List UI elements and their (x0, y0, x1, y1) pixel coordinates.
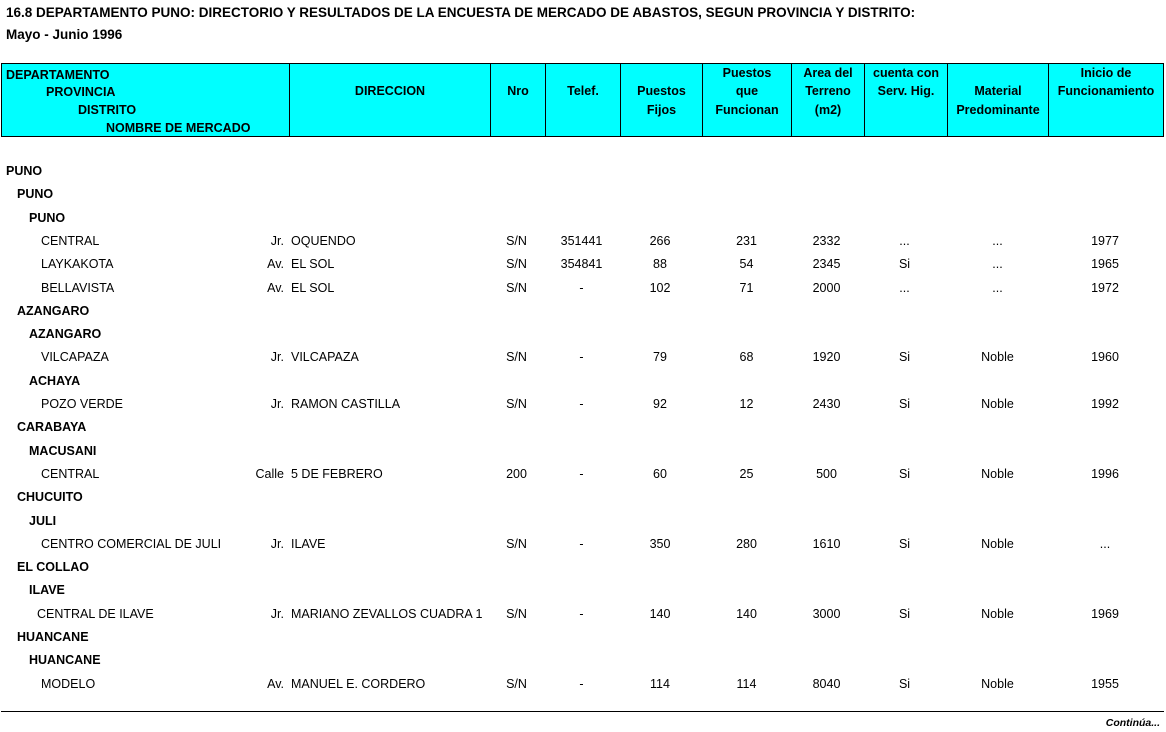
header-puestos-fijos-l1: Puestos (637, 84, 686, 98)
cell-street: OQUENDO (291, 233, 356, 248)
cell-puestos-fijos: 102 (649, 280, 671, 295)
table-row (0, 465, 1166, 485)
dist-label: HUANCANE (29, 653, 101, 668)
header-distrito: DISTRITO (78, 103, 137, 117)
header-area (792, 64, 865, 136)
dist-label: ILAVE (29, 583, 65, 598)
cell-area: 2000 (812, 280, 841, 295)
cell-area: 3000 (812, 606, 841, 621)
provincia-row (0, 302, 1166, 322)
cell-telef: 351441 (560, 233, 603, 248)
continua-note: Continúa... (1105, 717, 1160, 729)
dist-label: ACHAYA (29, 373, 81, 388)
provincia-row (0, 628, 1166, 648)
cell-via: Jr. (270, 397, 284, 411)
cell-via: Av. (267, 676, 284, 691)
header-nro (491, 64, 546, 136)
cell-inicio: 1977 (1091, 233, 1119, 248)
header-area-l1: Area del (803, 66, 853, 80)
cell-via: Calle (255, 466, 284, 481)
header-provincia: PROVINCIA (46, 85, 116, 99)
cell-area: 1920 (812, 350, 841, 365)
cell-market-name: CENTRAL DE ILAVE (37, 606, 154, 621)
cell-puestos-funcionan: 140 (736, 606, 757, 621)
distrito-row (0, 512, 1166, 532)
header-material-l2: Predominante (956, 103, 1040, 117)
cell-inicio: 1960 (1091, 350, 1119, 365)
page-title: 16.8 DEPARTAMENTO PUNO: DIRECTORIO Y RESULTADOS DE LA ENCUESTA DE MERCADO DE ABASTOS, SEGUN PROVINCIA Y DISTRITO: (6, 5, 916, 20)
cell-area: 8040 (812, 676, 841, 691)
cell-street: 5 DE FEBRERO (291, 466, 383, 481)
cell-telef: - (579, 536, 584, 551)
cell-puestos-fijos: 92 (653, 397, 667, 411)
cell-telef: - (579, 466, 584, 481)
distrito-row (0, 372, 1166, 392)
header-serv-hig (865, 64, 948, 136)
cell-street: VILCAPAZA (291, 350, 359, 365)
cell-puestos-funcionan: 68 (739, 350, 754, 365)
cell-market-name: BELLAVISTA (41, 280, 115, 295)
cell-via: Jr. (270, 606, 284, 621)
cell-nro: S/N (506, 280, 527, 295)
prov-label: AZANGARO (17, 303, 90, 318)
header-puestos-funcionan-l3: Funcionan (715, 103, 779, 117)
cell-market-name: CENTRAL (41, 233, 100, 248)
cell-puestos-fijos: 266 (649, 233, 671, 248)
cell-material: ... (992, 280, 1003, 295)
cell-inicio: ... (1099, 536, 1111, 551)
cell-nro: S/N (506, 350, 527, 365)
dist-label: PUNO (29, 210, 66, 225)
header-inicio-l2: Funcionamiento (1057, 84, 1155, 98)
cell-nro: S/N (506, 233, 527, 248)
cell-inicio: 1992 (1091, 397, 1119, 411)
header-area-l2: Terreno (805, 84, 851, 98)
provincia-row (0, 558, 1166, 578)
cell-material: Noble (981, 350, 1014, 365)
cell-puestos-fijos: 140 (649, 606, 671, 621)
cell-street: MANUEL E. CORDERO (291, 676, 426, 691)
cell-nro: S/N (506, 397, 527, 411)
table-row (0, 255, 1166, 275)
cell-serv-hig: Si (898, 676, 911, 691)
table-row (0, 605, 1166, 625)
table-header (1, 63, 1164, 137)
cell-market-name: LAYKAKOTA (41, 257, 114, 272)
cell-via: Av. (267, 280, 284, 295)
cell-nro: S/N (506, 676, 527, 691)
cell-puestos-funcionan: 231 (736, 233, 757, 248)
cell-puestos-funcionan: 114 (736, 676, 757, 691)
table-row (0, 675, 1166, 695)
cell-telef: - (579, 676, 584, 691)
cell-inicio: 1965 (1091, 257, 1119, 272)
departamento-row (0, 162, 1166, 182)
cell-street: MARIANO ZEVALLOS CUADRA 1 (291, 606, 483, 621)
provincia-row (0, 488, 1166, 508)
header-nombre-mercado: NOMBRE DE MERCADO (106, 121, 251, 135)
cell-serv-hig: Si (898, 536, 911, 551)
cell-material: Noble (981, 676, 1014, 691)
cell-telef: - (579, 280, 584, 295)
cell-street: EL SOL (291, 257, 335, 272)
cell-market-name: POZO VERDE (41, 397, 123, 411)
cell-inicio: 1955 (1091, 676, 1119, 691)
cell-area: 1610 (812, 536, 841, 551)
cell-puestos-funcionan: 54 (739, 257, 754, 272)
header-puestos-funcionan (703, 64, 792, 136)
cell-inicio: 1996 (1091, 466, 1119, 481)
cell-material: ... (992, 233, 1003, 248)
cell-serv-hig: ... (899, 233, 910, 248)
cell-serv-hig: Si (898, 466, 911, 481)
header-telef (546, 64, 621, 136)
dist-label: MACUSANI (29, 443, 97, 458)
cell-puestos-fijos: 60 (653, 466, 667, 481)
header-puestos-funcionan-l1: Puestos (722, 66, 772, 80)
header-puestos-funcionan-l2: que (735, 84, 759, 98)
header-direccion-label: DIRECCION (354, 84, 426, 98)
cell-market-name: MODELO (41, 676, 96, 691)
distrito-row (0, 442, 1166, 462)
cell-nro: S/N (506, 606, 527, 621)
header-serv-hig-l1: cuenta con (873, 66, 939, 80)
cell-serv-hig: Si (898, 606, 911, 621)
table-row (0, 348, 1166, 368)
cell-via: Jr. (270, 233, 284, 248)
cell-puestos-fijos: 79 (653, 350, 667, 365)
cell-market-name: VILCAPAZA (41, 350, 109, 365)
prov-label: HUANCANE (17, 630, 89, 644)
distrito-row (0, 651, 1166, 671)
header-departamento: DEPARTAMENTO (6, 68, 110, 82)
cell-serv-hig: Si (898, 397, 911, 411)
prov-label: EL COLLAO (17, 560, 89, 575)
cell-material: ... (992, 257, 1003, 272)
header-direccion (290, 64, 491, 136)
header-location (2, 64, 290, 136)
cell-via: Av. (267, 257, 284, 272)
bottom-rule (1, 711, 1164, 712)
cell-puestos-funcionan: 12 (739, 397, 754, 411)
header-puestos-fijos (621, 64, 703, 136)
cell-market-name: CENTRO COMERCIAL DE JULI (41, 536, 222, 551)
cell-via: Jr. (270, 350, 284, 365)
cell-inicio: 1972 (1091, 280, 1119, 295)
cell-street: EL SOL (291, 280, 335, 295)
cell-material: Noble (981, 466, 1014, 481)
cell-puestos-fijos: 114 (650, 676, 670, 691)
cell-area: 2345 (812, 257, 841, 272)
provincia-row (0, 418, 1166, 438)
cell-area: 500 (816, 466, 837, 481)
cell-street: ILAVE (291, 536, 326, 551)
cell-puestos-fijos: 88 (653, 257, 667, 272)
header-puestos-fijos-l2: Fijos (646, 103, 677, 117)
header-serv-hig-l2: Serv. Hig. (877, 84, 935, 98)
header-material-l1: Material (974, 84, 1022, 98)
header-inicio-l1: Inicio de (1080, 66, 1132, 80)
cell-material: Noble (981, 606, 1014, 621)
header-material (948, 64, 1049, 136)
distrito-row (0, 325, 1166, 345)
distrito-row (0, 581, 1166, 601)
prov-label: PUNO (17, 187, 54, 202)
cell-telef: - (579, 397, 584, 411)
cell-nro: 200 (506, 466, 527, 481)
cell-area: 2332 (812, 233, 841, 248)
cell-serv-hig: Si (898, 350, 911, 365)
cell-puestos-fijos: 350 (649, 536, 671, 551)
cell-telef: 354841 (560, 257, 603, 272)
cell-inicio: 1969 (1091, 606, 1119, 621)
cell-nro: S/N (506, 536, 527, 551)
cell-puestos-funcionan: 280 (736, 536, 757, 551)
header-area-l3: (m2) (814, 103, 842, 117)
cell-via: Jr. (270, 536, 284, 551)
cell-material: Noble (981, 536, 1014, 551)
cell-serv-hig: ... (899, 280, 910, 295)
header-telef-label: Telef. (567, 84, 599, 98)
table-row (0, 395, 1166, 415)
table-row (0, 535, 1166, 555)
cell-market-name: CENTRAL (41, 466, 100, 481)
cell-nro: S/N (506, 257, 527, 272)
cell-puestos-funcionan: 25 (739, 466, 754, 481)
header-inicio (1049, 64, 1163, 136)
dept-label: PUNO (6, 164, 43, 178)
dist-label: JULI (29, 513, 57, 528)
dist-label: AZANGARO (29, 327, 102, 342)
cell-telef: - (579, 606, 584, 621)
prov-label: CARABAYA (17, 420, 87, 435)
distrito-row (0, 209, 1166, 229)
table-row (0, 279, 1166, 299)
prov-label: CHUCUITO (17, 490, 83, 505)
cell-telef: - (579, 350, 584, 365)
table-row (0, 232, 1166, 252)
cell-street: RAMON CASTILLA (291, 397, 401, 411)
cell-puestos-funcionan: 71 (739, 280, 754, 295)
cell-serv-hig: Si (898, 257, 911, 272)
cell-area: 2430 (812, 397, 841, 411)
page-subtitle: Mayo - Junio 1996 (6, 27, 123, 42)
cell-material: Noble (981, 397, 1014, 411)
provincia-row (0, 185, 1166, 205)
header-nro-label: Nro (507, 84, 529, 98)
